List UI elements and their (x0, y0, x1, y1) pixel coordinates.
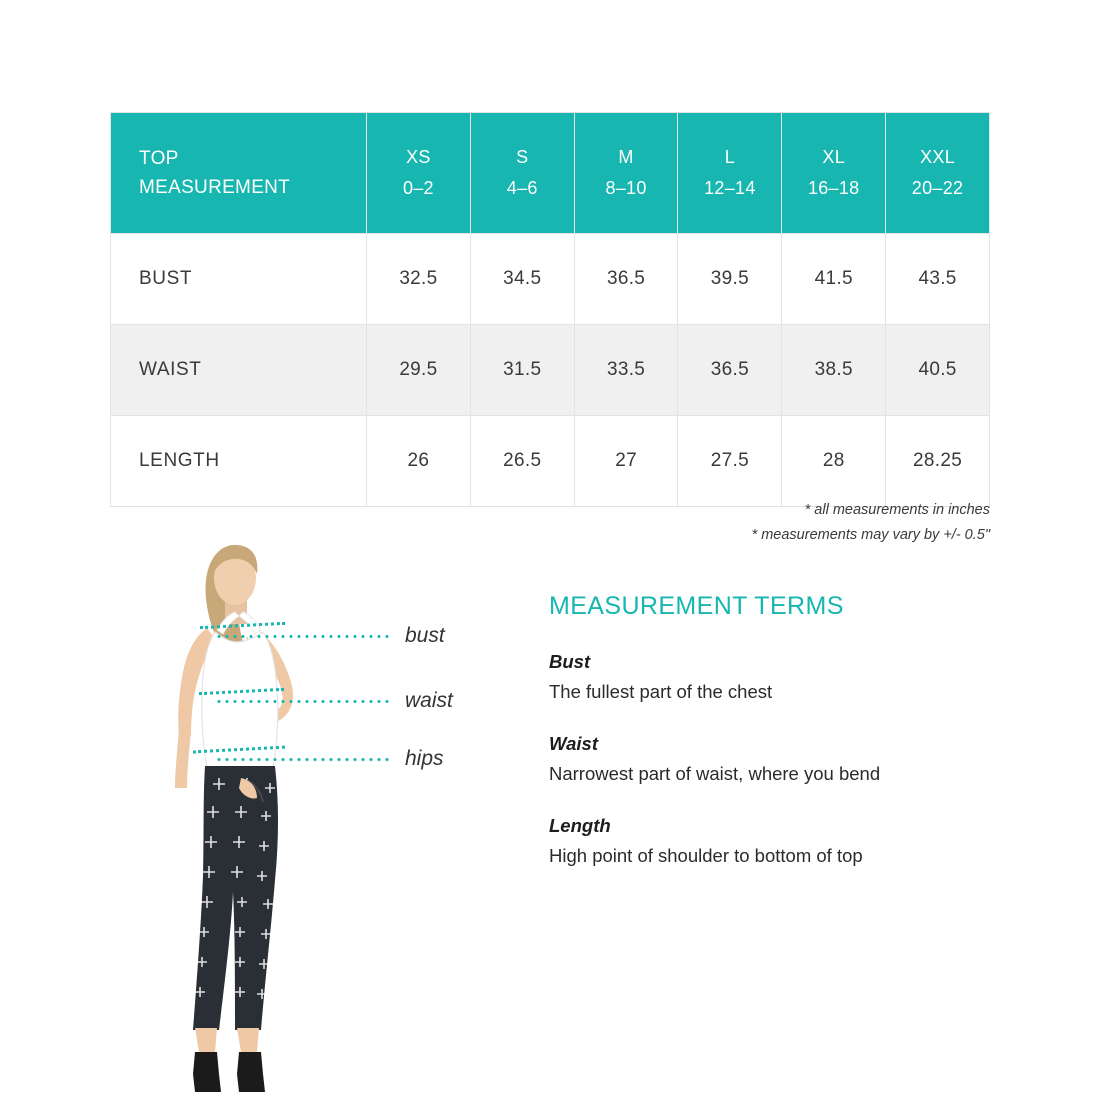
cell-waist-xl: 38.5 (782, 325, 886, 416)
size-name: XXL (920, 146, 956, 167)
header-size-xxl (886, 113, 990, 234)
table-row (111, 416, 990, 507)
cell-bust-m: 36.5 (574, 234, 678, 325)
header-measurement-label (111, 113, 367, 234)
table-header-row (111, 113, 990, 234)
term-bust (549, 651, 1029, 705)
cell-length-xxl: 28.25 (886, 416, 990, 507)
row-label-bust: BUST (111, 234, 367, 325)
term-name-bust: Bust (549, 651, 591, 672)
term-desc-waist: Narrowest part of waist, where you bend (549, 762, 881, 784)
size-name: M (618, 146, 634, 167)
callout-label-hips: hips (405, 747, 444, 770)
header-size-xs (367, 113, 471, 234)
term-waist (549, 733, 1029, 787)
bust-leader-line (215, 635, 393, 638)
note-tolerance: * measurements may vary by +/- 0.5" (751, 526, 990, 543)
header-size-xl (782, 113, 886, 234)
size-range: 20–22 (911, 178, 964, 198)
size-name: XL (822, 146, 846, 167)
size-chart-body (111, 234, 990, 507)
model-illustration (95, 540, 495, 1100)
size-name: XS (406, 146, 431, 167)
size-range: 8–10 (605, 178, 647, 198)
cell-waist-s: 31.5 (470, 325, 574, 416)
table-row (111, 325, 990, 416)
size-chart-container (110, 112, 990, 507)
term-name-length: Length (549, 814, 611, 836)
cell-length-xl: 28 (782, 416, 886, 507)
table-row (111, 234, 990, 325)
cell-bust-l: 39.5 (678, 234, 782, 325)
size-name: S (516, 146, 529, 167)
cell-bust-xs: 32.5 (367, 234, 471, 325)
cell-length-xs: 26 (367, 416, 471, 507)
term-desc-length: High point of shoulder to bottom of top (549, 844, 863, 866)
header-label-line1: TOP (139, 147, 179, 169)
hips-leader-line (215, 758, 393, 761)
term-name-waist: Waist (549, 732, 599, 754)
cell-bust-xxl: 43.5 (886, 234, 990, 325)
measurement-terms-title: MEASUREMENT TERMS (549, 592, 844, 620)
cell-waist-m: 33.5 (574, 325, 678, 416)
cell-bust-xl: 41.5 (782, 234, 886, 325)
cell-length-m: 27 (574, 416, 678, 507)
header-size-s (470, 113, 574, 234)
cell-waist-xs: 29.5 (367, 325, 471, 416)
header-size-l (678, 113, 782, 234)
callout-bust (215, 624, 445, 648)
term-length (549, 815, 1029, 869)
size-chart-table (110, 112, 990, 507)
cell-length-l: 27.5 (678, 416, 782, 507)
cell-length-s: 26.5 (470, 416, 574, 507)
callout-label-bust: bust (405, 624, 445, 647)
callout-hips (215, 747, 444, 771)
size-range: 16–18 (807, 178, 860, 198)
size-range: 4–6 (506, 178, 538, 198)
cell-bust-s: 34.5 (470, 234, 574, 325)
callout-label-waist: waist (405, 689, 453, 712)
waist-leader-line (215, 700, 393, 703)
row-label-length: LENGTH (111, 416, 367, 507)
measurement-terms-panel (549, 592, 1029, 897)
size-chart-head (111, 113, 990, 234)
size-range: 12–14 (704, 178, 756, 198)
header-size-m (574, 113, 678, 234)
note-units: * all measurements in inches (804, 502, 990, 518)
cell-waist-l: 36.5 (678, 325, 782, 416)
row-label-waist: WAIST (111, 325, 367, 416)
term-desc-bust: The fullest part of the chest (549, 681, 773, 702)
size-range: 0–2 (402, 178, 434, 198)
size-name: L (724, 146, 736, 167)
header-label-line2: MEASUREMENT (139, 177, 291, 198)
cell-waist-xxl: 40.5 (886, 325, 990, 416)
callout-waist (215, 689, 453, 713)
